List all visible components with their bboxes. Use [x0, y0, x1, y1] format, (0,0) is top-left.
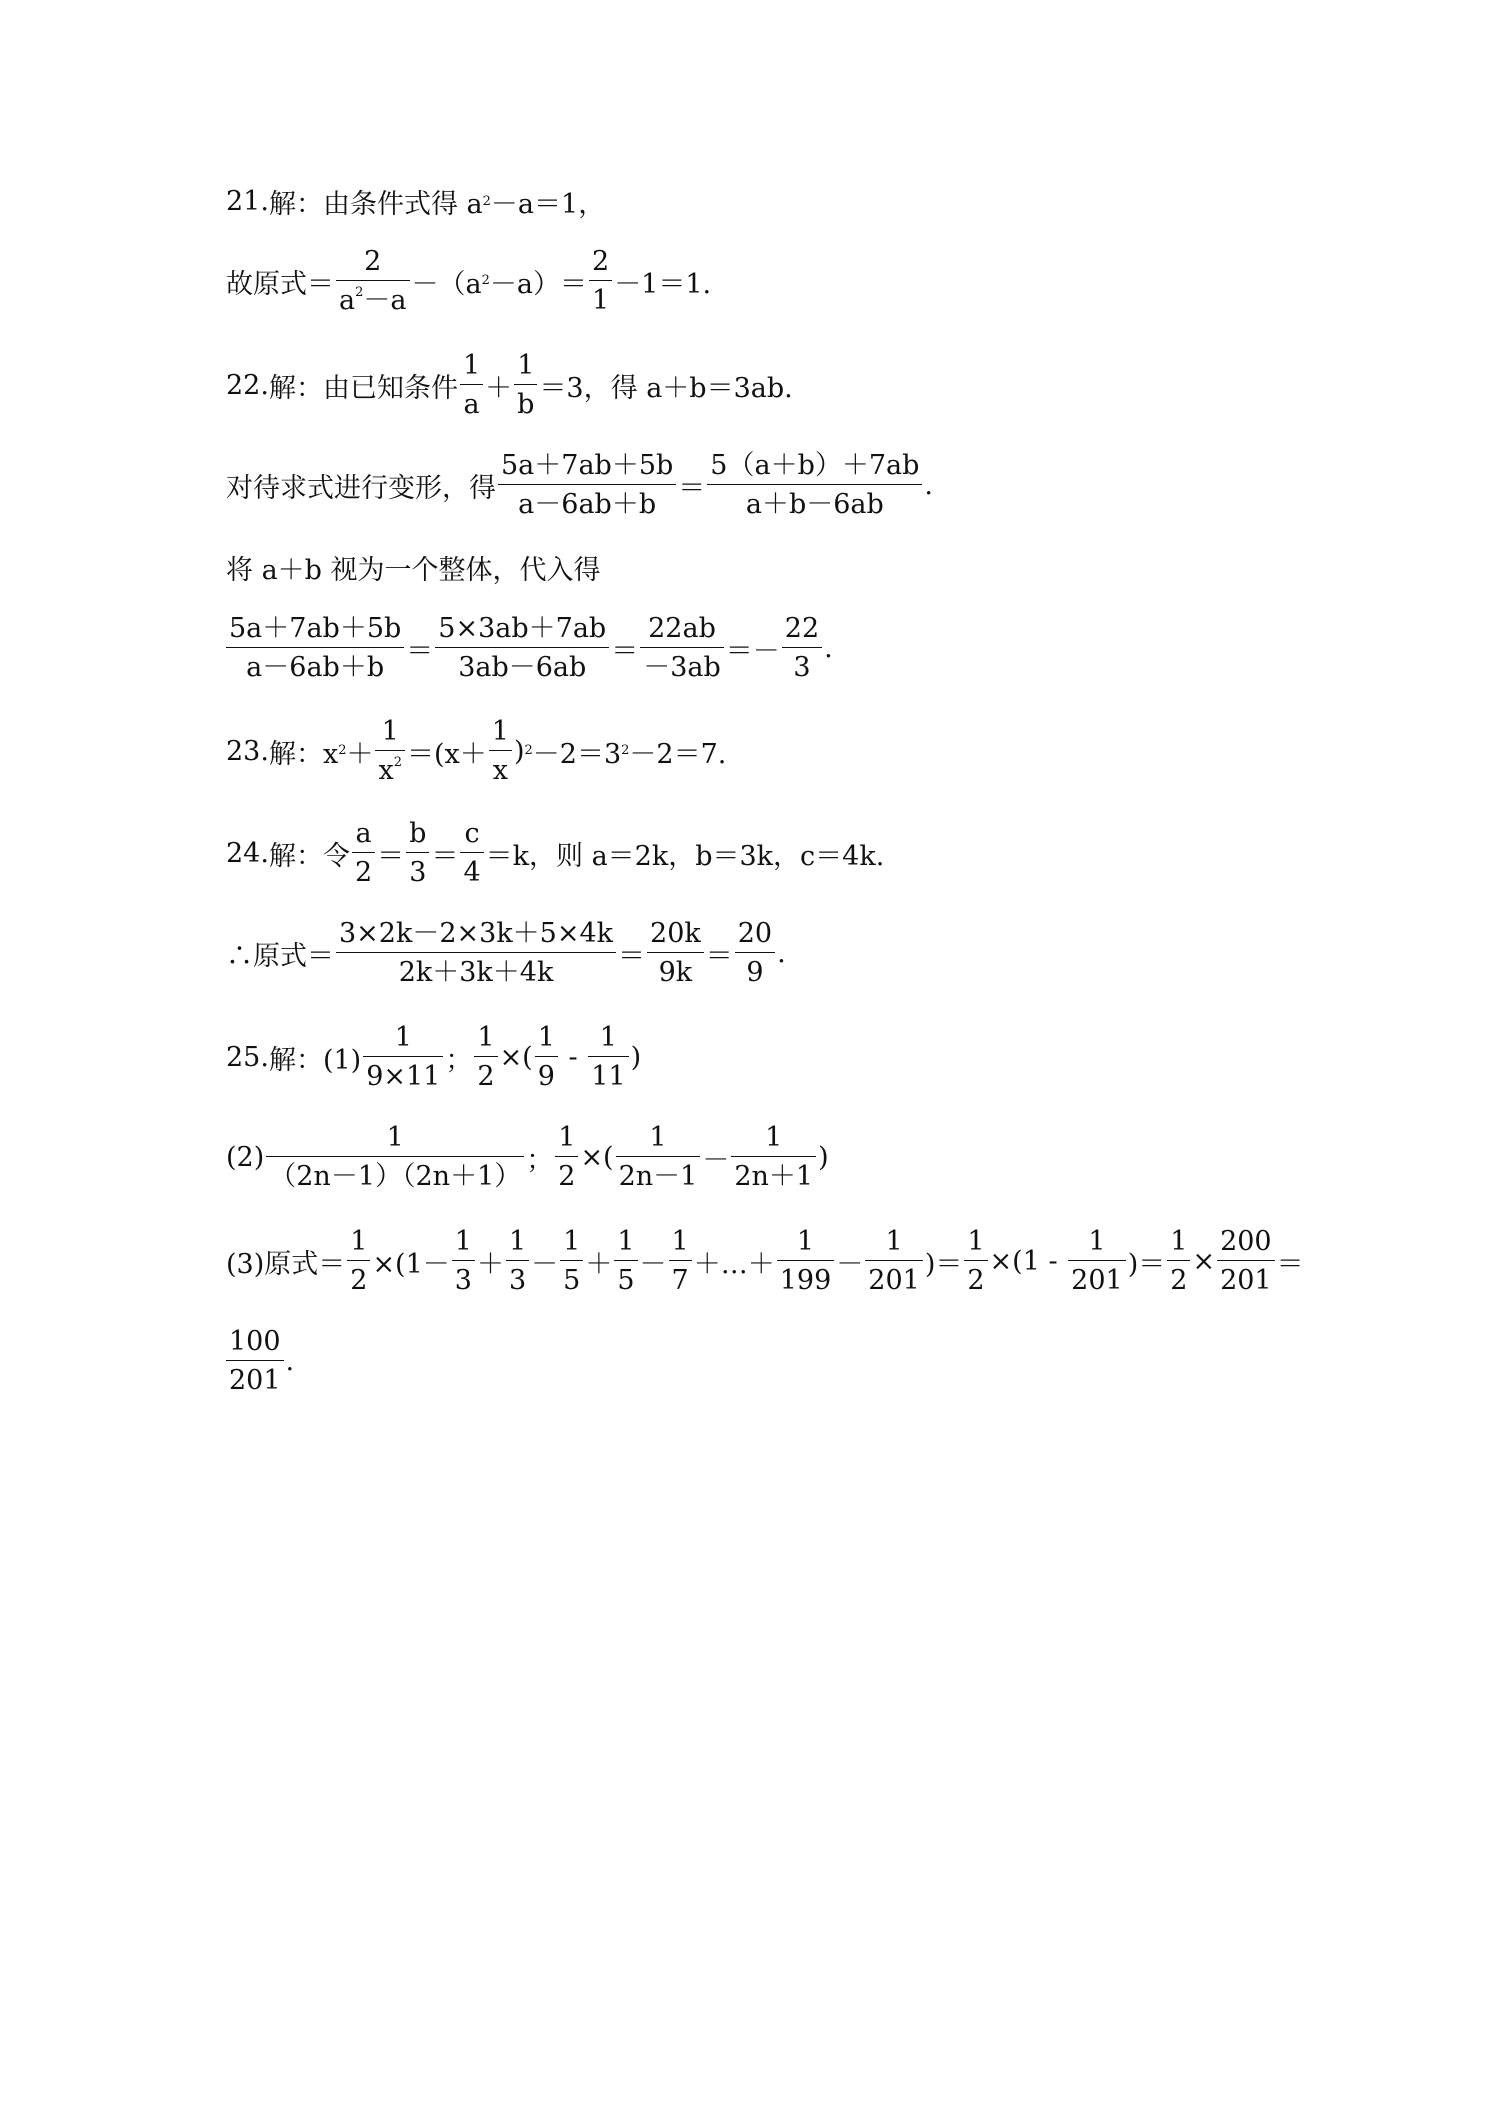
fraction — [474, 1024, 497, 1090]
denominator: 201 — [226, 1360, 284, 1394]
numerator: 2 — [592, 246, 610, 277]
numerator: 1 — [517, 350, 535, 381]
fraction — [535, 1024, 558, 1090]
problem-23-line: 23. 解：x 2 ＋ $\frac{1}{x^2}$ ＝(x＋ $\frac{1}{x}$ ) 2 －2＝3 2 －2＝7. — [226, 716, 727, 786]
denominator: x — [489, 750, 512, 784]
fraction — [1217, 1228, 1275, 1294]
denominator: 5 — [560, 1260, 583, 1294]
operator: × — [1192, 1245, 1216, 1277]
fraction — [865, 1228, 923, 1294]
problem-24-line-2 — [226, 920, 1328, 986]
denominator: 2 — [1167, 1260, 1190, 1294]
numerator: 200 — [1220, 1226, 1272, 1257]
numerator: 1 — [491, 716, 509, 747]
text: －1＝1. — [614, 268, 712, 300]
denominator: 5 — [614, 1260, 637, 1294]
fraction — [1167, 1228, 1190, 1294]
numerator: 1 — [617, 1226, 635, 1257]
denominator: 2 — [347, 1260, 370, 1294]
operator: ＝ — [678, 472, 706, 504]
numerator: 1 — [454, 1226, 472, 1257]
denominator: 9 — [535, 1056, 558, 1090]
problem-22-line-1 — [226, 352, 1328, 418]
denominator: 3 — [782, 647, 822, 681]
text: )＝ — [924, 1248, 963, 1280]
text: ) — [513, 735, 525, 767]
fraction — [435, 615, 609, 681]
operator: ＝ — [431, 840, 459, 872]
numerator: 1 — [599, 1022, 617, 1053]
text: ； — [526, 1144, 554, 1176]
denominator: a — [460, 384, 483, 418]
fraction — [589, 248, 612, 314]
operator: ＝ — [705, 940, 733, 972]
fraction — [647, 920, 704, 986]
fraction — [782, 615, 822, 681]
numerator: 1 — [1088, 1226, 1106, 1257]
numerator: 22ab — [648, 613, 716, 644]
text: ×( — [580, 1141, 614, 1173]
denominator: 199 — [777, 1260, 835, 1294]
text: 将 a＋b 视为一个整体，代入得 — [226, 555, 601, 586]
problem-21-line-1: 21. 解：由条件式得 a 2 －a＝1， — [226, 182, 1328, 221]
fraction — [514, 352, 537, 418]
text: －2＝3 — [532, 738, 622, 770]
numerator: 1 — [462, 350, 481, 381]
text: 解：由已知条件 — [268, 372, 458, 404]
problem-25-label: 25. — [226, 1041, 269, 1073]
fraction — [588, 1024, 628, 1090]
denominator: 2n－1 — [616, 1156, 701, 1190]
numerator: 1 — [1170, 1226, 1188, 1257]
text: ＝k，则 a＝2k，b＝3k，c＝4k. — [485, 840, 885, 872]
text: ) — [818, 1141, 829, 1173]
operator: ＝ — [1276, 1248, 1304, 1280]
operator: － — [639, 1248, 667, 1280]
denominator: 2 — [474, 1056, 497, 1090]
problem-22-label: 22. — [226, 369, 269, 401]
problem-21-intro-tail: －a＝1， — [490, 189, 606, 220]
denominator: 9k — [647, 952, 704, 986]
fraction — [555, 1124, 578, 1190]
text: 解：x — [268, 738, 339, 770]
denominator: 11 — [588, 1056, 628, 1090]
text: (2) — [226, 1141, 265, 1173]
operator: － — [836, 1248, 864, 1280]
text: (3)原式＝ — [226, 1248, 346, 1280]
operator: ＋ — [346, 738, 374, 770]
numerator: 1 — [885, 1226, 903, 1257]
text: 解：令 — [268, 840, 350, 872]
numerator: 1 — [671, 1226, 689, 1257]
denominator: 2 — [964, 1260, 987, 1294]
operator: ＋ — [485, 372, 513, 404]
numerator: 1 — [477, 1022, 495, 1053]
exponent: 2 — [393, 755, 402, 770]
numerator: 1 — [649, 1122, 667, 1153]
text: ×(1 - — [989, 1245, 1067, 1277]
problem-25-line-2 — [226, 1124, 1328, 1190]
denominator: 2n＋1 — [731, 1156, 816, 1190]
numerator: 1 — [765, 1122, 783, 1153]
text: 对待求式进行变形，得 — [226, 472, 496, 504]
problem-24-label: 24. — [226, 837, 269, 869]
denominator: 201 — [1068, 1260, 1126, 1294]
denominator: a－6ab＋b — [498, 484, 676, 518]
fraction — [336, 920, 616, 986]
fraction — [460, 352, 483, 418]
operator: ＋ — [585, 1248, 613, 1280]
text: . — [824, 632, 833, 664]
text: 故原式＝ — [226, 268, 334, 300]
numerator: 1 — [350, 1226, 368, 1257]
denominator: 7 — [669, 1260, 692, 1294]
fraction — [731, 1124, 816, 1190]
fraction — [640, 615, 724, 681]
numerator: 1 — [386, 1122, 404, 1153]
numerator: 5a＋7ab＋5b — [229, 613, 402, 644]
fraction — [452, 1228, 475, 1294]
numerator: 1 — [563, 1226, 581, 1257]
numerator: 2 — [364, 246, 382, 277]
problem-23-label: 23. — [226, 735, 269, 767]
fraction — [964, 1228, 987, 1294]
text: ＝(x＋ — [406, 738, 487, 770]
text: ＝3，得 a＋b＝3ab. — [539, 372, 793, 404]
text: )＝ — [1127, 1248, 1166, 1280]
denominator: （2n－1）（2n＋1） — [266, 1156, 524, 1190]
fraction — [226, 1328, 284, 1394]
fraction — [266, 1124, 524, 1190]
text: ×( — [499, 1041, 533, 1073]
numerator: 20 — [737, 918, 773, 949]
denominator: 3 — [506, 1260, 529, 1294]
exponent: 2 — [355, 285, 364, 300]
problem-22-line-2 — [226, 452, 1328, 518]
fraction — [460, 820, 483, 886]
denominator: b — [514, 384, 537, 418]
fraction — [614, 1228, 637, 1294]
problem-21-line-2: 故原式＝ $\frac{2}{a^2-a}$ －（a 2 －a）＝ $\frac{2}{1}$ －1＝1. — [226, 246, 712, 316]
operator: ＝ — [611, 635, 639, 667]
numerator: c — [464, 818, 480, 849]
numerator: 3×2k－2×3k＋5×4k — [339, 918, 614, 949]
operator: ＋ — [476, 1248, 504, 1280]
problem-21-label: 21. — [226, 186, 269, 217]
numerator: a — [355, 818, 372, 849]
operator: ＝ — [618, 940, 646, 972]
fraction — [347, 1228, 370, 1294]
operator: ＝－ — [725, 635, 780, 667]
numerator: 100 — [229, 1326, 281, 1357]
numerator: 1 — [796, 1226, 815, 1257]
fraction — [336, 248, 410, 314]
fraction — [363, 1024, 443, 1090]
text: －a）＝ — [489, 268, 587, 300]
problem-25-line-1 — [226, 1024, 1328, 1090]
text: . — [924, 469, 934, 501]
text: 解：(1) — [268, 1044, 362, 1076]
den-text: a — [339, 285, 356, 316]
text: . — [777, 937, 786, 969]
denominator: 2 — [555, 1156, 578, 1190]
fraction — [560, 1228, 583, 1294]
numerator: 1 — [537, 1022, 555, 1053]
numerator: 5×3ab＋7ab — [438, 613, 607, 644]
numerator: 22 — [784, 613, 820, 644]
fraction — [375, 718, 405, 784]
denominator: 201 — [865, 1260, 923, 1294]
problem-25-line-4 — [226, 1328, 1328, 1394]
fraction — [506, 1228, 529, 1294]
fraction — [669, 1228, 692, 1294]
numerator: 1 — [967, 1226, 985, 1257]
problem-24-line-1 — [226, 820, 1328, 886]
operator: － — [531, 1248, 559, 1280]
den-text: x — [378, 755, 394, 786]
numerator: b — [409, 818, 427, 849]
operator: ＝ — [406, 635, 434, 667]
numerator: 1 — [558, 1122, 576, 1153]
problem-22-line-4 — [226, 615, 1328, 681]
denominator: 3 — [406, 852, 429, 886]
fraction — [616, 1124, 701, 1190]
text: －（a — [411, 268, 482, 300]
fraction — [707, 452, 922, 518]
problem-21-intro: 解：由条件式得 a — [268, 189, 483, 220]
denominator: 3ab－6ab — [435, 647, 609, 681]
denominator: 2k＋3k＋4k — [336, 952, 616, 986]
text: ＋…＋ — [693, 1248, 775, 1280]
text: . — [285, 1345, 295, 1377]
numerator: 1 — [381, 716, 399, 747]
denominator: 4 — [460, 852, 483, 886]
denominator: 3 — [452, 1260, 475, 1294]
fraction — [1068, 1228, 1126, 1294]
numerator: 1 — [394, 1022, 412, 1053]
operator: － — [702, 1144, 730, 1176]
numerator: 20k — [650, 918, 701, 949]
denominator: a＋b－6ab — [707, 484, 922, 518]
denominator: a－6ab＋b — [226, 647, 404, 681]
denominator: 1 — [589, 280, 612, 314]
operator: ＝ — [377, 840, 405, 872]
text: ∴原式＝ — [226, 940, 334, 972]
problem-22-line-3 — [226, 548, 1328, 587]
fraction — [352, 820, 375, 886]
den-tail: －a — [363, 285, 407, 316]
operator: - — [559, 1041, 587, 1073]
denominator — [375, 750, 405, 784]
fraction — [777, 1228, 835, 1294]
denominator: 9 — [735, 952, 775, 986]
denominator: 9×11 — [363, 1056, 443, 1090]
fraction — [406, 820, 429, 886]
fraction — [498, 452, 676, 518]
numerator: 5（a＋b）＋7ab — [710, 450, 920, 481]
denominator: 2 — [352, 852, 375, 886]
numerator: 1 — [508, 1226, 527, 1257]
numerator: 5a＋7ab＋5b — [501, 450, 674, 481]
text: ) — [630, 1041, 642, 1073]
fraction — [489, 718, 512, 784]
fraction — [226, 615, 404, 681]
text: ； — [445, 1044, 473, 1076]
problem-25-line-3 — [226, 1228, 1368, 1294]
denominator — [336, 280, 410, 314]
text: －2＝7. — [629, 738, 727, 770]
fraction — [735, 920, 775, 986]
text: ×(1－ — [372, 1248, 450, 1280]
denominator: －3ab — [640, 647, 724, 681]
denominator: 201 — [1217, 1260, 1275, 1294]
